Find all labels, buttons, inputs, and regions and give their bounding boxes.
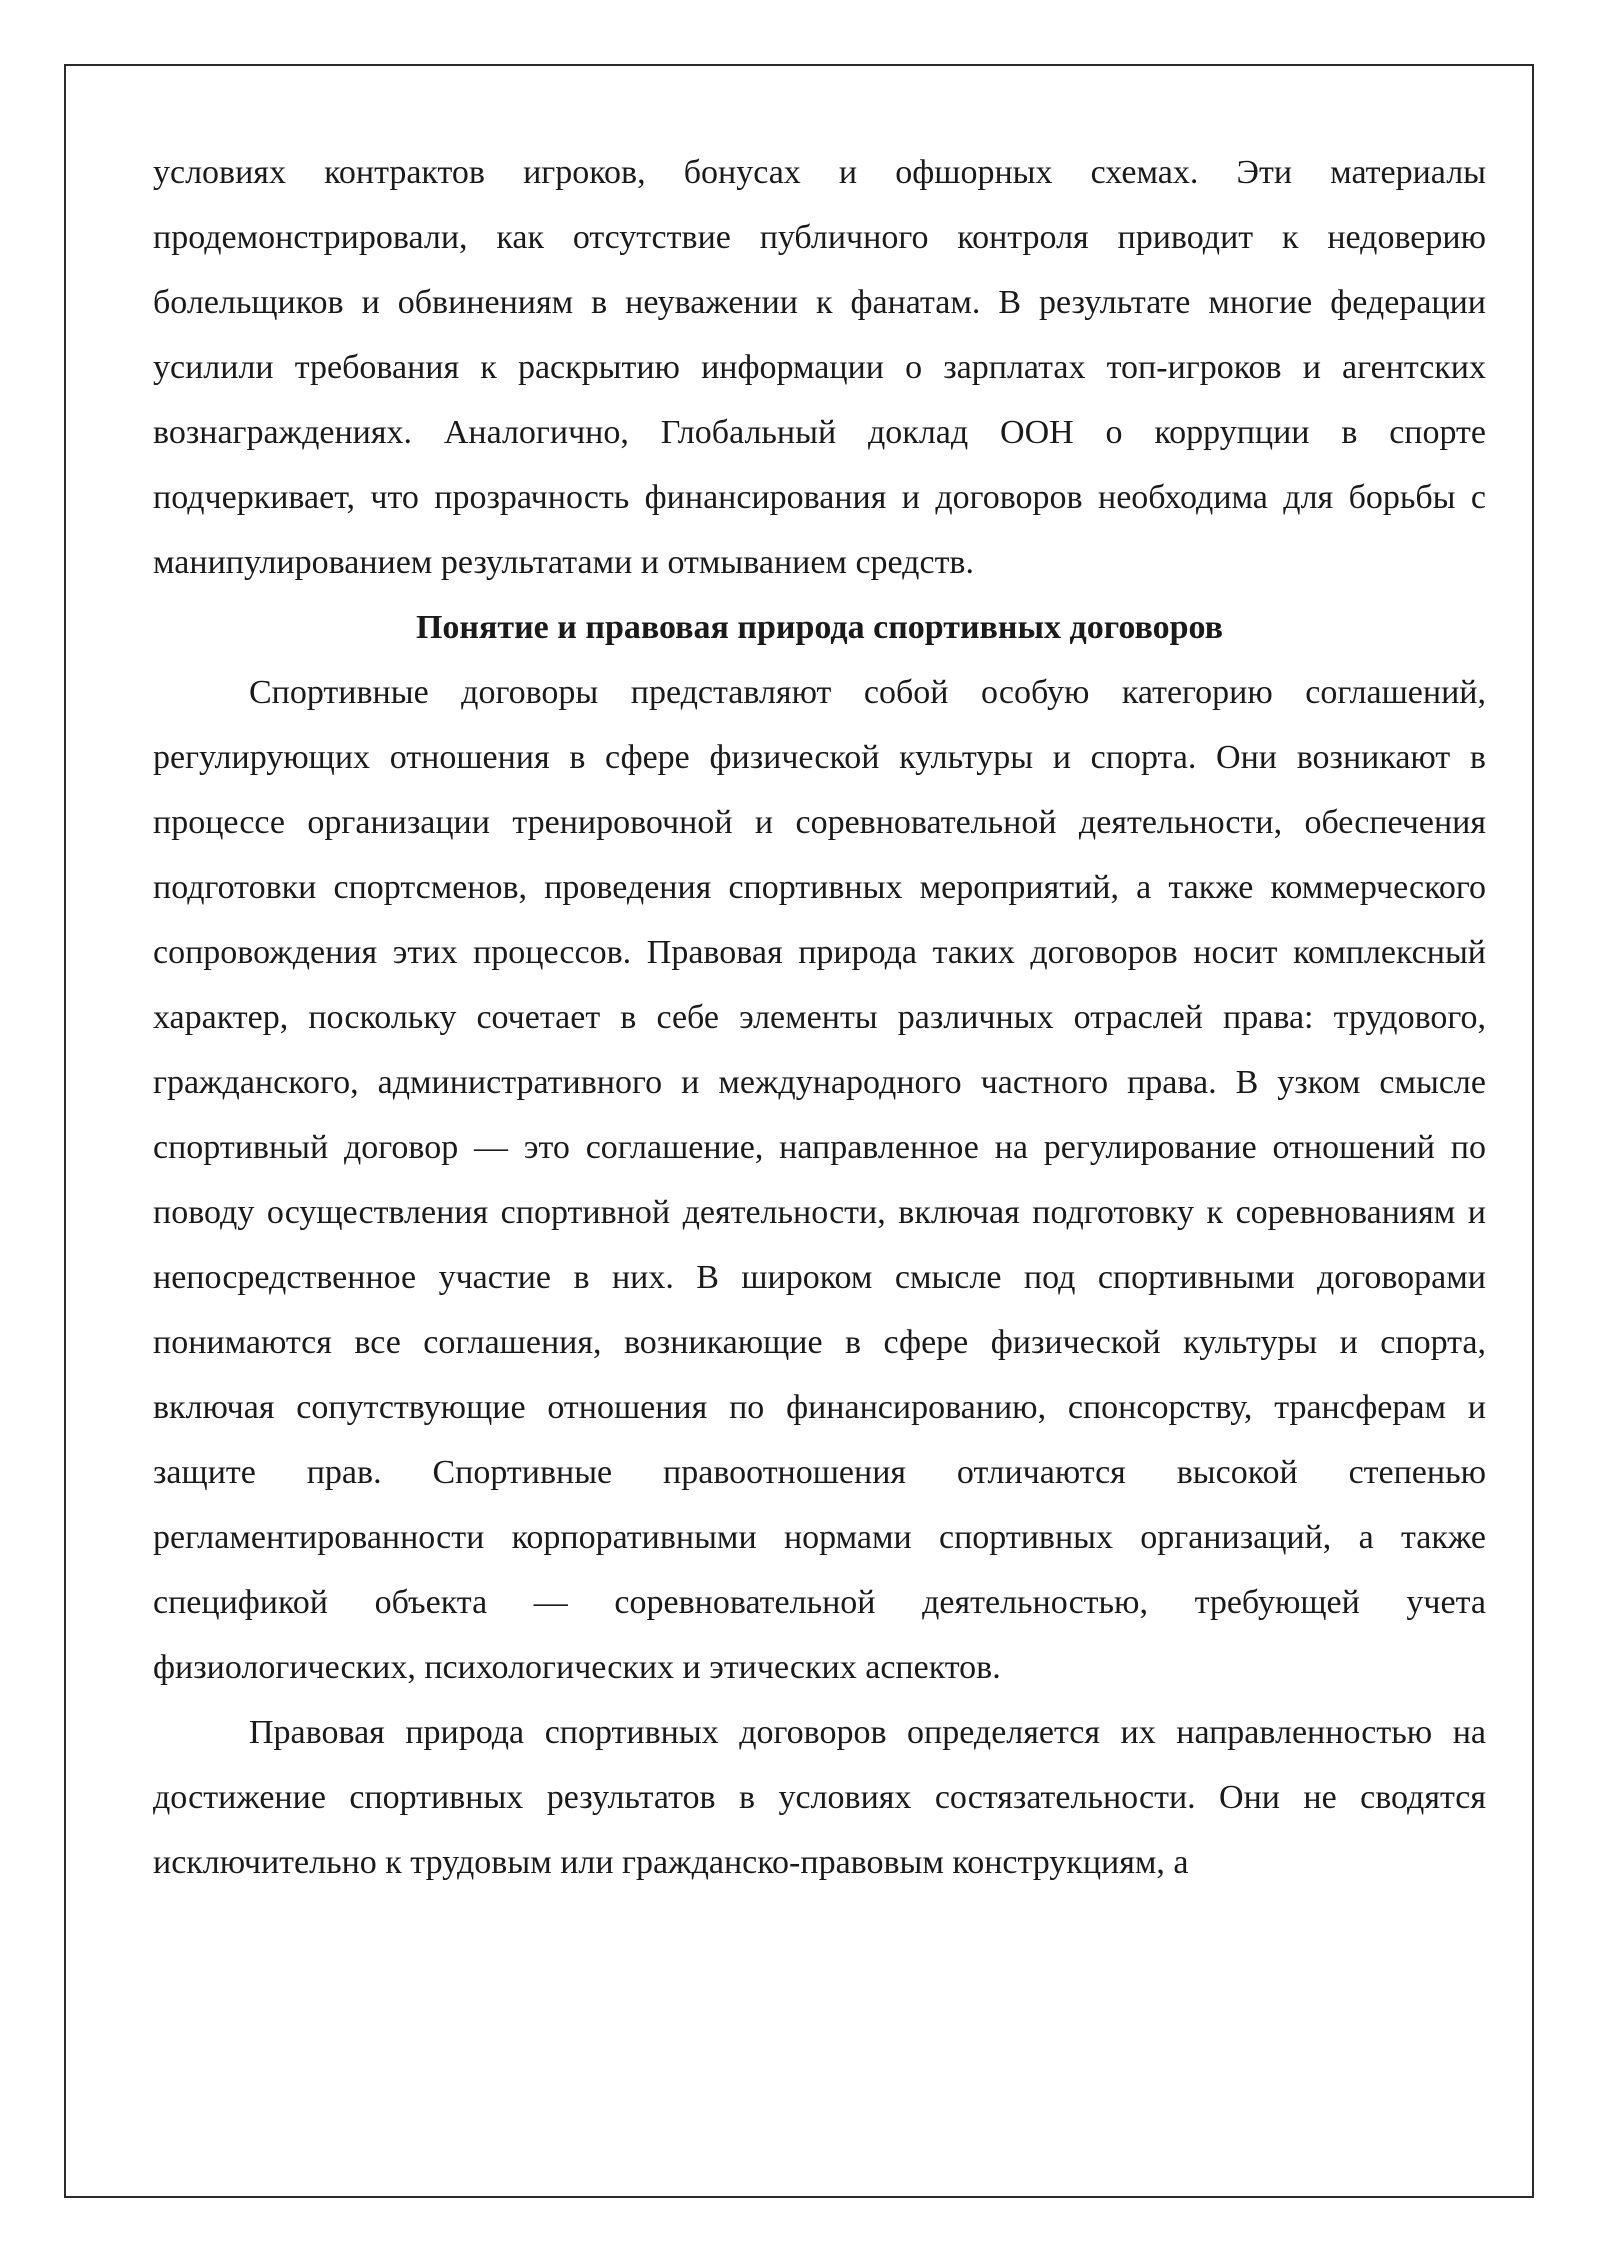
paragraph-1: Спортивные договоры представляют собой особую категорию соглашений, регулирующих отношения в сфере физической культуры и спорта. Они возникают в процессе организации тренировочной и соревновательной деятельности, обеспечения подготовки спортсменов, проведения спортивных мероприятий, а также коммерческого сопровождения этих процессов. Правовая природа таких договоров носит комплексный характер, поскольку сочетает в себе элементы различных отраслей права: трудового, гражданского, административного и международного частного права. В узком смысле спортивный договор — это соглашение, направленное на регулирование отношений по поводу осуществления спортивной деятельности, включая подготовку к соревнованиям и непосредственное участие в них. В широком смысле под спортивными договорами понимаются все соглашения, возникающие в сфере физической культуры и спорта, включая сопутствующие отношения по финансированию, спонсорству, трансферам и защите прав. Спортивные правоотношения отличаются высокой степенью регламентированности корпоративными нормами спортивных организаций, а также спецификой объекта — соревновательной деятельностью, требующей учета физиологических, психологических и этических аспектов.	[153, 674, 1486, 1686]
paragraph-2: Правовая природа спортивных договоров определяется их направленностью на достижение спортивных результатов в условиях состязательности. Они не сводятся исключительно к трудовым или гражданско-правовым конструкциям, а	[153, 1714, 1486, 1881]
continued-paragraph: условиях контрактов игроков, бонусах и офшорных схемах. Эти материалы продемонстрировали, как отсутствие публичного контроля приводит к недоверию болельщиков и обвинениям в неуважении к фанатам. В результате многие федерации усилили требования к раскрытию информации о зарплатах топ-игроков и агентских вознаграждениях. Аналогично, Глобальный доклад ООН о коррупции в спорте подчеркивает, что прозрачность финансирования и договоров необходима для борьбы с манипулированием результатами и отмыванием средств.	[153, 154, 1486, 581]
document-body	[153, 140, 1486, 1895]
section-heading: Понятие и правовая природа спортивных договоров	[415, 609, 1224, 646]
